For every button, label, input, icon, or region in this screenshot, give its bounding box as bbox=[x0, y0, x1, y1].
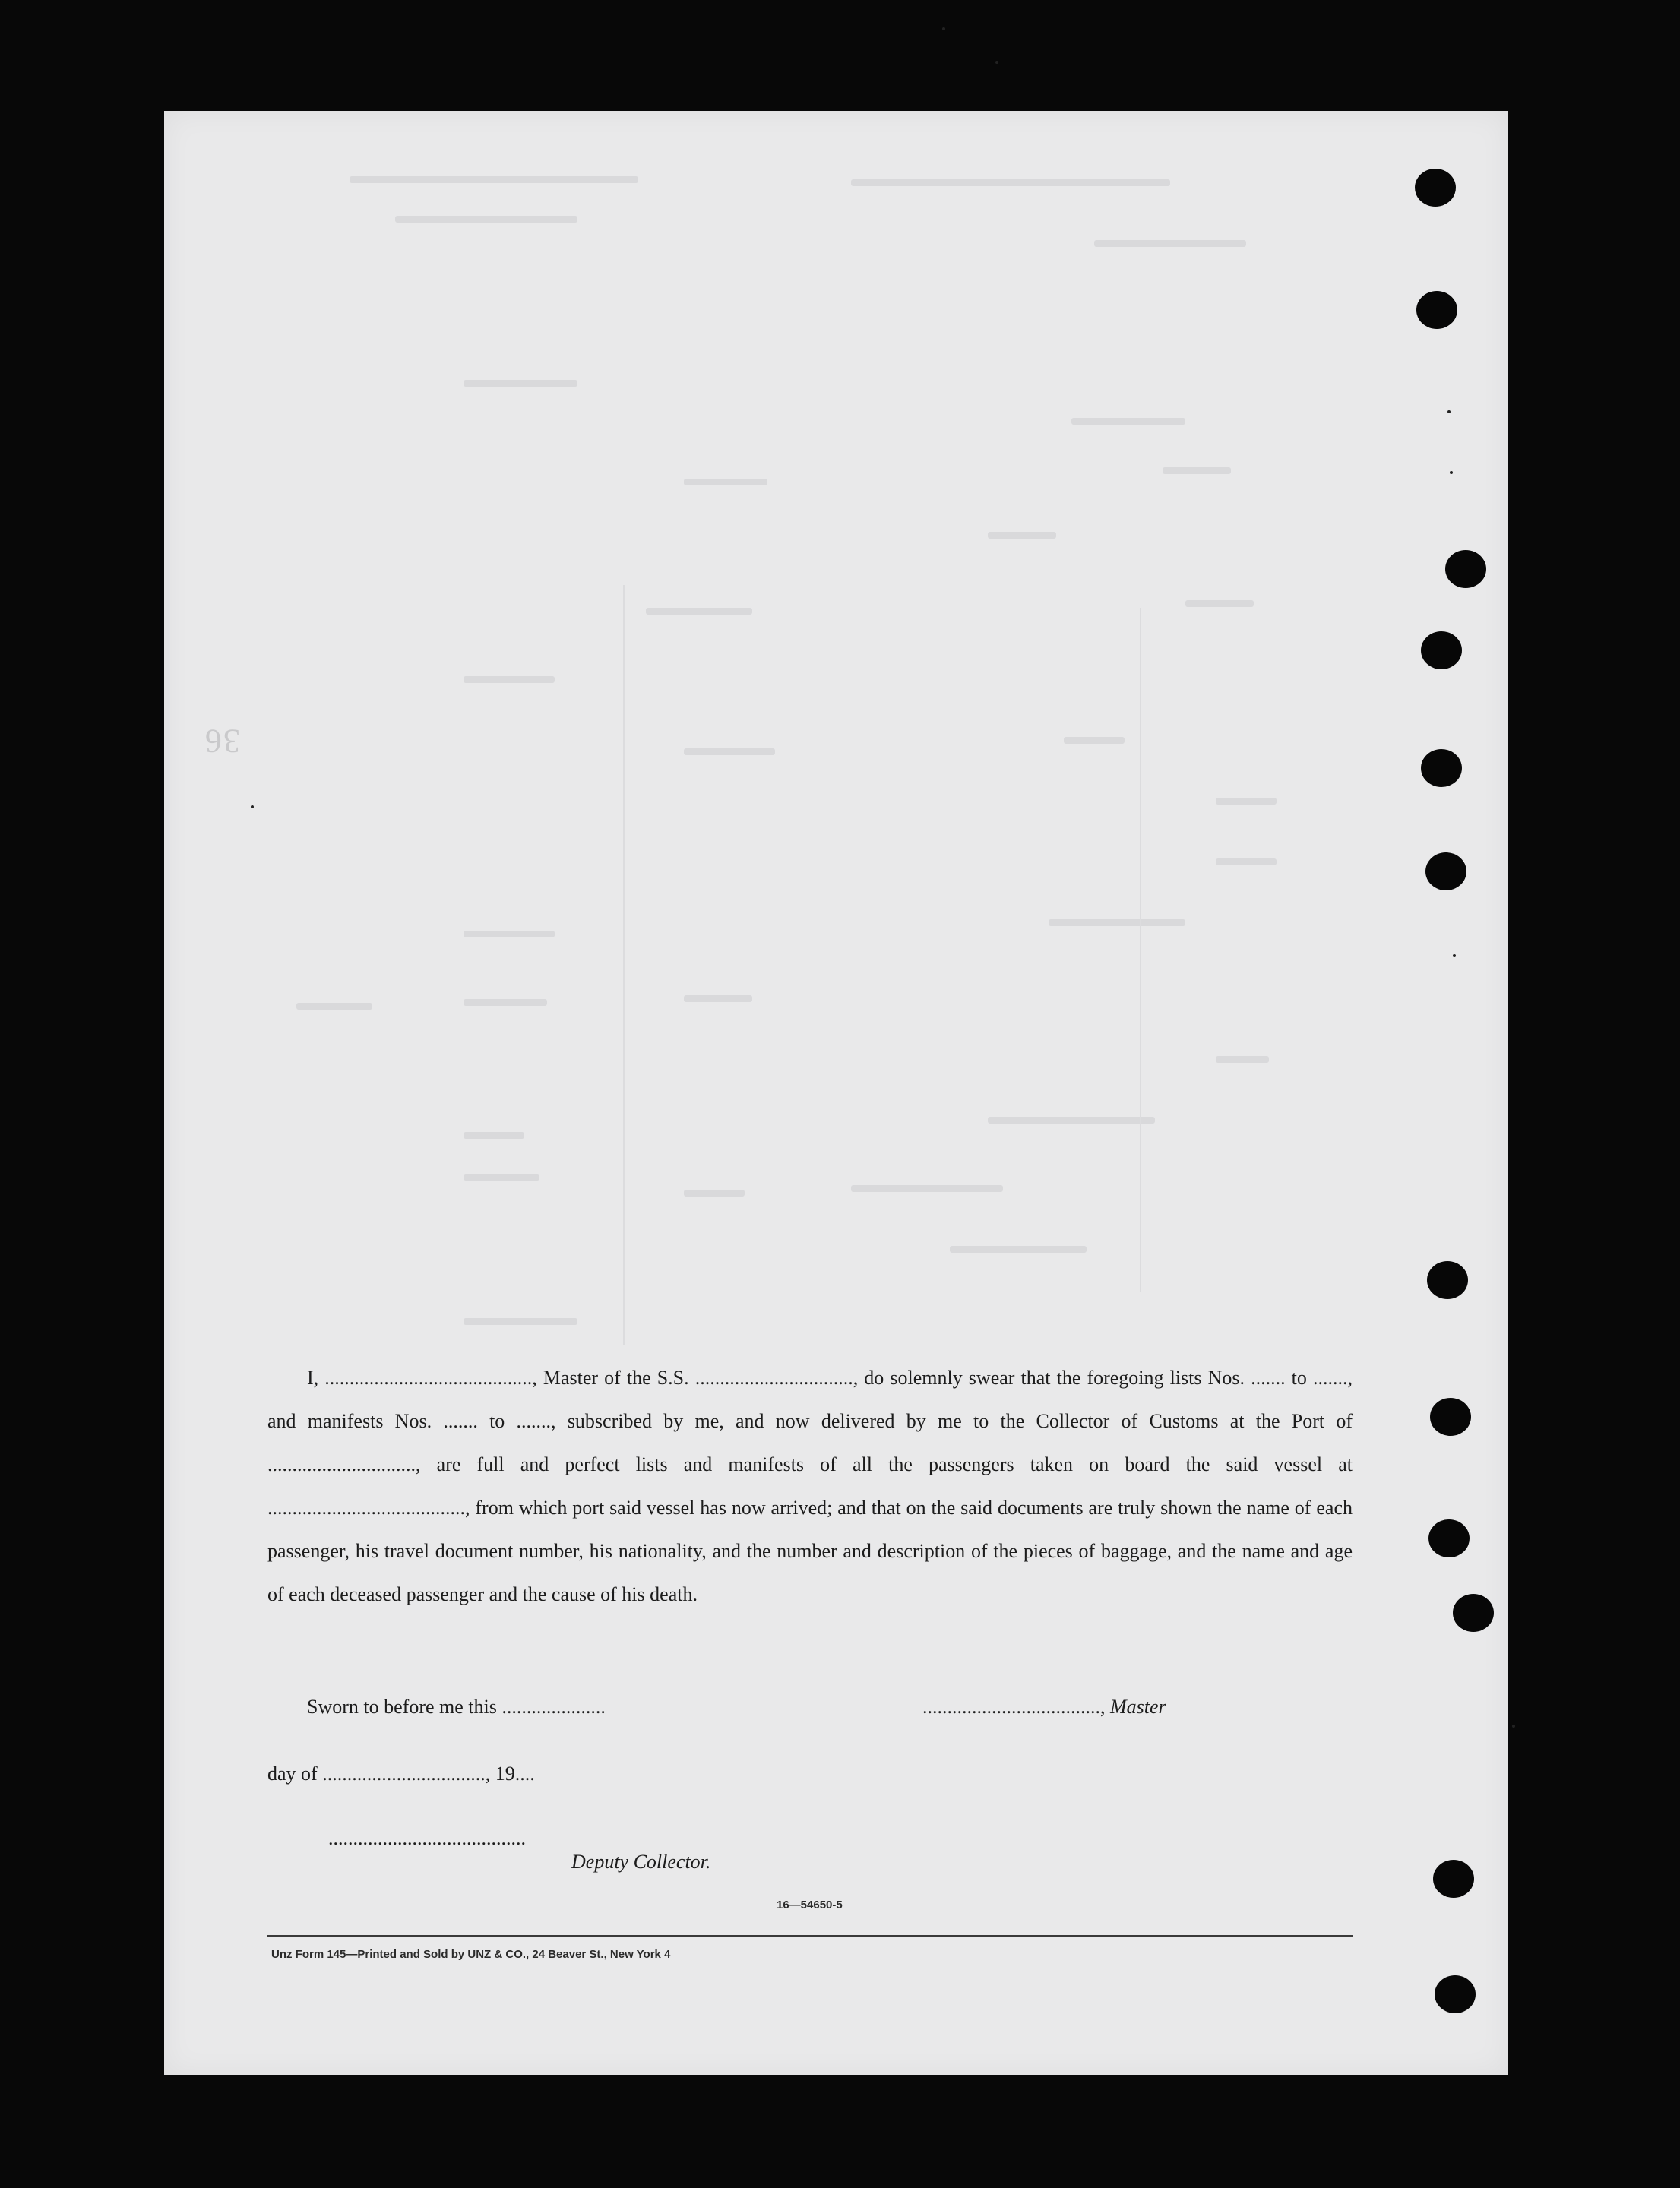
oath-text: I, .........................................., Master of the S.S. ................................, do solemnly swear that the foregoing lists Nos. ....... to ......., and manifests Nos. ....... to ......., subscribed by me, and now delivered by me to the Collector of Customs at the Port of .............................., are full and perfect lists and manifests of all the passengers taken on board the said vessel at ........................................, from which port said vessel has now arrived; and that on the said documents are truly shown the name of each passenger, his travel document number, his nationality, and the number and description of the pieces of baggage, and the name and age of each deceased passenger and the cause of his death. bbox=[267, 1367, 1353, 1605]
master-label: Master bbox=[1110, 1696, 1166, 1718]
page-number: 36 bbox=[204, 722, 240, 760]
day-line: day of ................................., 19.... bbox=[267, 1763, 535, 1785]
printer-imprint: Unz Form 145—Printed and Sold by UNZ & CO., 24 Beaver St., New York 4 bbox=[271, 1948, 671, 1961]
form-code: 16—54650-5 bbox=[777, 1899, 843, 1911]
master-signature-line bbox=[922, 1696, 1166, 1718]
collector-dots: ........................................ bbox=[328, 1827, 526, 1849]
sworn-line: Sworn to before me this ..................... bbox=[307, 1696, 606, 1718]
oath-paragraph bbox=[267, 1356, 1353, 1616]
deputy-collector-label: Deputy Collector. bbox=[571, 1851, 711, 1873]
master-dots: ...................................., bbox=[922, 1696, 1110, 1718]
footer-rule bbox=[267, 1935, 1353, 1937]
